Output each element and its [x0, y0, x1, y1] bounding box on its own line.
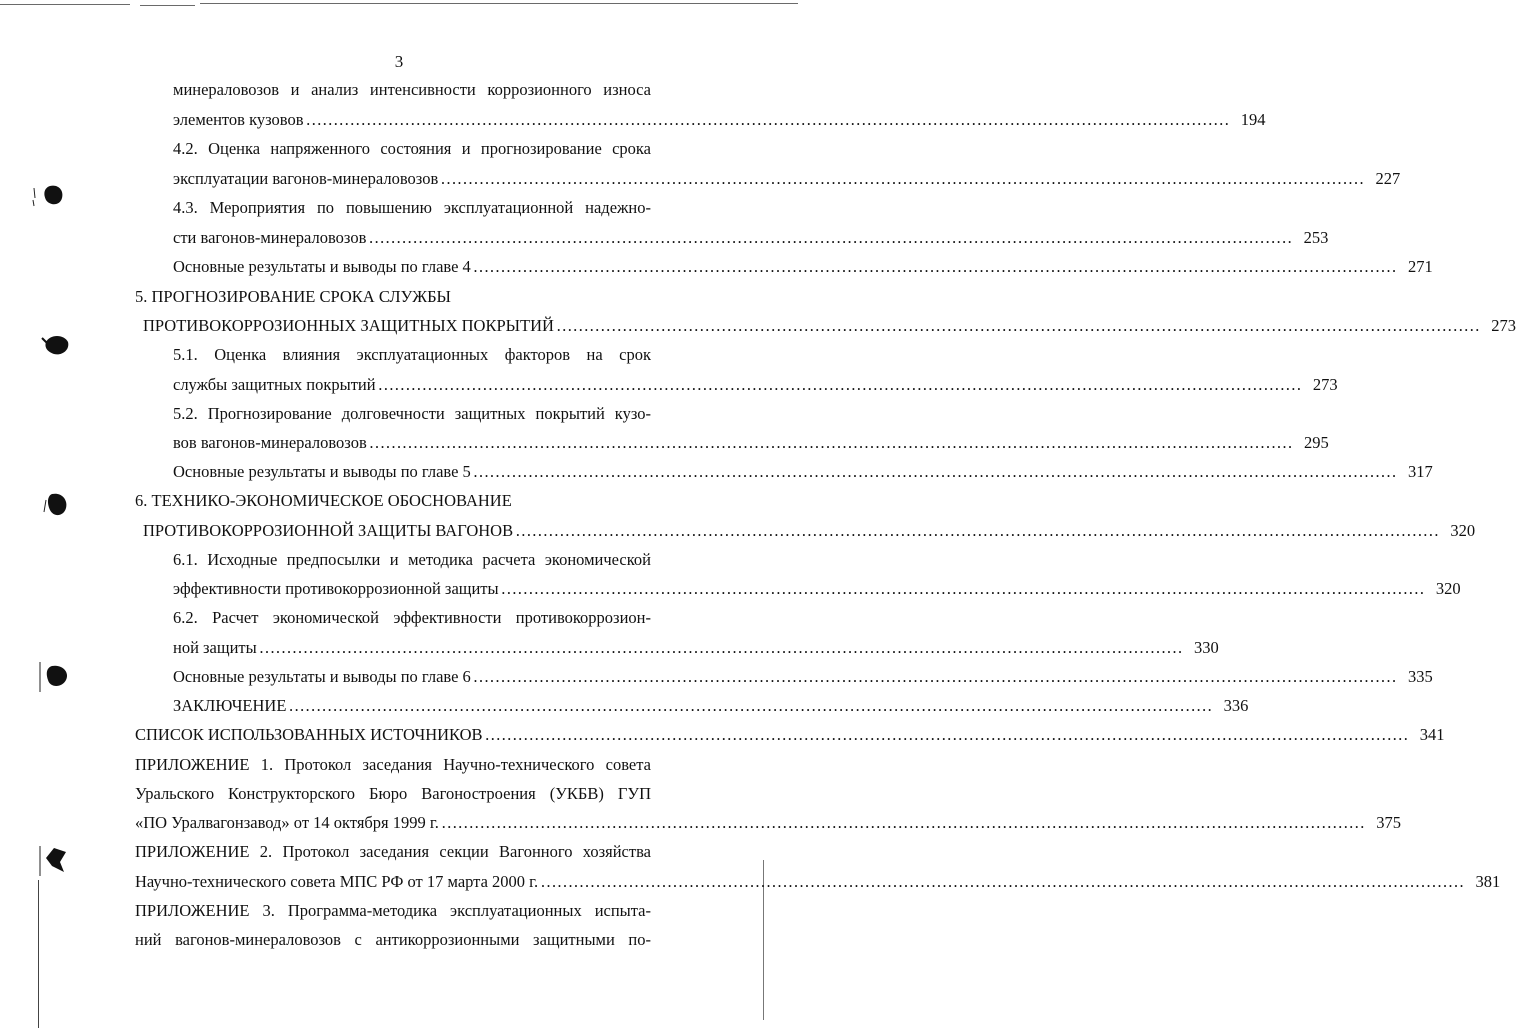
punch-hole-mark [36, 842, 72, 878]
toc-entry-title: ПРОТИВОКОРРОЗИОННОЙ ЗАЩИТЫ ВАГОНОВ [143, 521, 514, 540]
dot-leader: …………………………………………………………………………………………………………………………………………………… [500, 579, 1425, 598]
toc-entry [173, 667, 1433, 689]
scan-top-edge-line [140, 5, 195, 6]
toc-entry [173, 579, 1461, 601]
punch-hole-mark [30, 180, 66, 210]
toc-entry-title: элементов кузовов [173, 110, 304, 129]
toc-entry-title: вов вагонов-минераловозов [173, 433, 367, 452]
chapter-heading: 6. ТЕХНИКО-ЭКОНОМИЧЕСКОЕ ОБОСНОВАНИЕ [135, 491, 512, 510]
scan-top-edge-line [0, 4, 130, 5]
toc-text-line: 4.2. Оценка напряженного состояния и прогнозирование срока [173, 139, 651, 158]
toc-page-number: 375 [1376, 813, 1401, 832]
toc-page-number: 317 [1408, 462, 1433, 481]
toc-entry-title: «ПО Уралвагонзавод» от 14 октября 1999 г. [135, 813, 439, 832]
toc-page-number: 227 [1375, 169, 1401, 188]
toc-page-number: 320 [1450, 521, 1476, 540]
toc-text-line: ПРИЛОЖЕНИЕ 2. Протокол заседания секции Вагонного хозяйства [135, 842, 651, 861]
toc-page-number: 253 [1303, 228, 1329, 247]
toc-text-line: ний вагонов-минераловозов с антикоррозионными защитными по- [135, 930, 651, 949]
page-number: 3 [394, 52, 404, 71]
toc-entry-title: сти вагонов-минераловозов [173, 228, 367, 247]
toc-text-line: Уральского Конструкторского Бюро Вагоностроения (УКБВ) ГУП [135, 784, 651, 803]
toc-entry-title: Научно-технического совета МПС РФ от 17 марта 2000 г. [135, 872, 539, 891]
dot-leader: …………………………………………………………………………………………………………………………………………………… [288, 696, 1213, 715]
toc-entry [143, 521, 1476, 543]
toc-page-number: 295 [1303, 433, 1329, 452]
dot-leader: …………………………………………………………………………………………………………………………………………………… [472, 257, 1397, 276]
dot-leader: …………………………………………………………………………………………………………………………………………………… [472, 462, 1397, 481]
punch-hole-mark [38, 490, 70, 520]
toc-entry [173, 375, 1338, 397]
toc-text-line: 6.2. Расчет экономической эффективности противокоррозион- [173, 608, 651, 627]
dot-leader: …………………………………………………………………………………………………………………………………………………… [305, 110, 1230, 129]
dot-leader: …………………………………………………………………………………………………………………………………………………… [555, 316, 1480, 335]
toc-text-line: минераловозов и анализ интенсивности коррозионного износа [173, 80, 651, 99]
dot-leader: …………………………………………………………………………………………………………………………………………………… [515, 521, 1440, 540]
toc-entry-title: ной защиты [173, 638, 257, 657]
toc-page-number: 335 [1408, 667, 1433, 686]
toc-text-line: 6.1. Исходные предпосылки и методика расчета экономической [173, 550, 651, 569]
dot-leader: …………………………………………………………………………………………………………………………………………………… [440, 813, 1365, 832]
toc-entry [173, 257, 1433, 279]
toc-page-number: 341 [1419, 725, 1445, 744]
toc-entry-title: Основные результаты и выводы по главе 6 [173, 667, 471, 686]
toc-page-number: 336 [1223, 696, 1249, 715]
toc-entry-title: СПИСОК ИСПОЛЬЗОВАННЫХ ИСТОЧНИКОВ [135, 725, 483, 744]
toc-page-number: 320 [1435, 579, 1461, 598]
toc-entry [135, 872, 1501, 894]
toc-entry [173, 696, 1249, 718]
toc-entry [173, 169, 1401, 191]
scan-top-edge-line [200, 3, 798, 4]
toc-text-line: ПРИЛОЖЕНИЕ 1. Протокол заседания Научно-технического совета [135, 755, 651, 774]
toc-text-line: 5.2. Прогнозирование долговечности защитных покрытий кузо- [173, 404, 651, 423]
dot-leader: …………………………………………………………………………………………………………………………………………………… [484, 725, 1409, 744]
dot-leader: …………………………………………………………………………………………………………………………………………………… [368, 228, 1293, 247]
punch-hole-mark [36, 660, 72, 694]
dot-leader: …………………………………………………………………………………………………………………………………………………… [540, 872, 1465, 891]
toc-entry [135, 813, 1401, 835]
toc-entry [173, 462, 1433, 484]
dot-leader: …………………………………………………………………………………………………………………………………………………… [472, 667, 1397, 686]
dot-leader: …………………………………………………………………………………………………………………………………………………… [377, 375, 1302, 394]
toc-entry [135, 725, 1445, 747]
binding-edge-line [38, 880, 39, 1028]
punch-hole-mark [40, 332, 72, 358]
toc-page-number: 194 [1240, 110, 1266, 129]
toc-page-number: 381 [1475, 872, 1501, 891]
toc-entry-title: ПРОТИВОКОРРОЗИОННЫХ ЗАЩИТНЫХ ПОКРЫТИЙ [143, 316, 554, 335]
dot-leader: …………………………………………………………………………………………………………………………………………………… [440, 169, 1365, 188]
toc-text-line: 4.3. Мероприятия по повышению эксплуатационной надежно- [173, 198, 651, 217]
toc-entry-title: службы защитных покрытий [173, 375, 376, 394]
toc-entry [173, 638, 1219, 660]
toc-page-number: 273 [1312, 375, 1338, 394]
dot-leader: …………………………………………………………………………………………………………………………………………………… [368, 433, 1293, 452]
toc-entry [173, 433, 1329, 455]
toc-page-number: 271 [1408, 257, 1433, 276]
toc-text-line: ПРИЛОЖЕНИЕ 3. Программа-методика эксплуатационных испыта- [135, 901, 651, 920]
toc-entry [173, 228, 1329, 250]
toc-entry-title: Основные результаты и выводы по главе 4 [173, 257, 471, 276]
toc-page-number: 273 [1491, 316, 1516, 335]
toc-entry-title: эффективности противокоррозионной защиты [173, 579, 499, 598]
chapter-heading: 5. ПРОГНОЗИРОВАНИЕ СРОКА СЛУЖБЫ [135, 287, 451, 306]
toc-entry [173, 110, 1266, 132]
toc-entry-title: Основные результаты и выводы по главе 5 [173, 462, 471, 481]
toc-text-line: 5.1. Оценка влияния эксплуатационных факторов на срок [173, 345, 651, 364]
toc-entry-title: эксплуатации вагонов-минераловозов [173, 169, 439, 188]
toc-entry-title: ЗАКЛЮЧЕНИЕ [173, 696, 287, 715]
toc-entry [143, 316, 1516, 338]
dot-leader: …………………………………………………………………………………………………………………………………………………… [258, 638, 1183, 657]
toc-page-number: 330 [1193, 638, 1219, 657]
